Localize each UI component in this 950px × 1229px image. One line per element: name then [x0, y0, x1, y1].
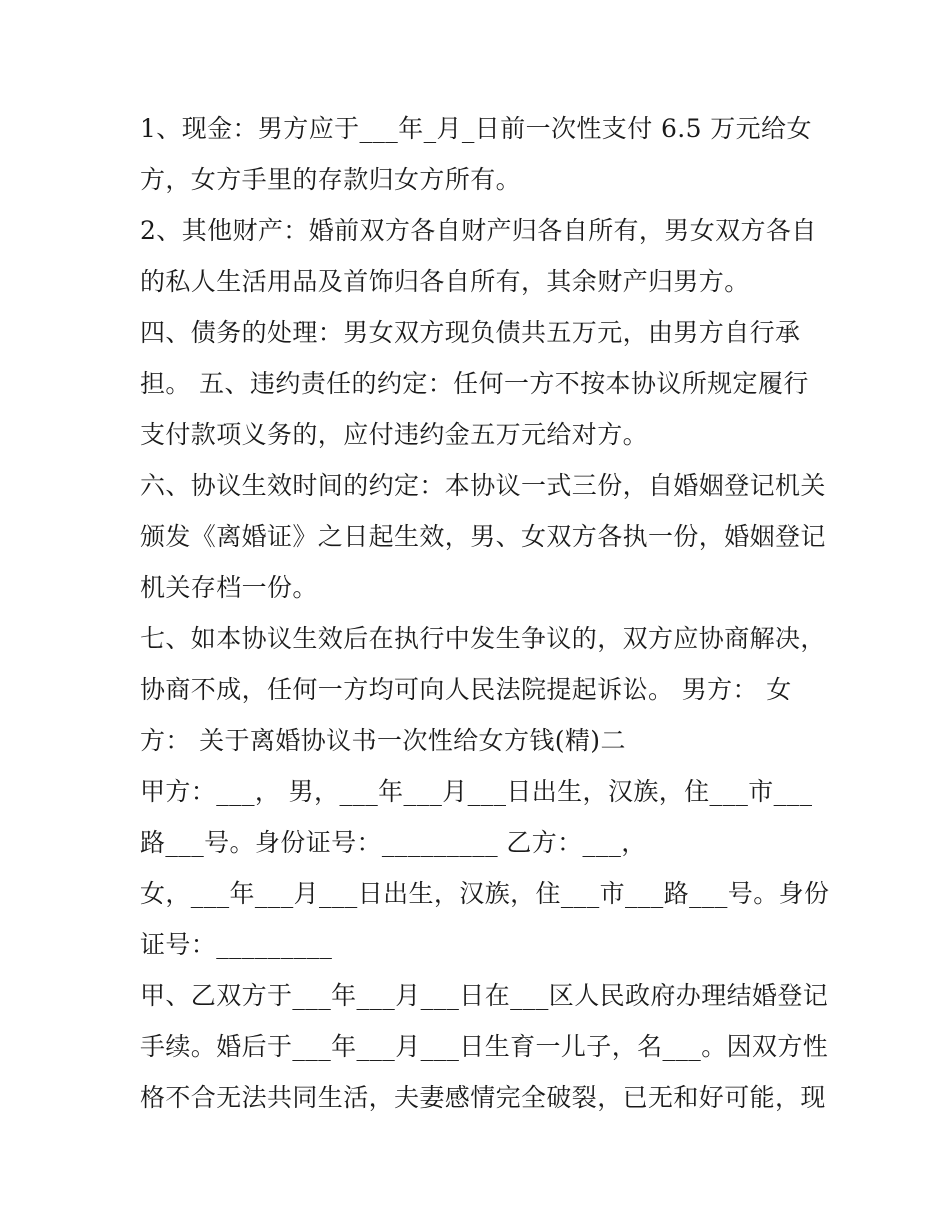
text-line: 格不合无法共同生活，夫妻感情完全破裂，已无和好可能，现	[140, 1083, 826, 1112]
text-line: 支付款项义务的，应付违约金五万元给对方。	[140, 420, 649, 449]
text-line: 路___号。身份证号：_________ 乙方：___，	[140, 828, 647, 857]
text-line: 的私人生活用品及首饰归各自所有，其余财产归男方。	[140, 267, 750, 296]
text-line: 机关存档一份。	[140, 573, 318, 602]
text-line: 证号：_________	[140, 930, 333, 959]
text-line: 甲方：___， 男，___年___月___日出生，汉族，住___市___	[140, 777, 813, 806]
text-line: 手续。婚后于___年___月___日生育一儿子，名___。因双方性	[140, 1032, 829, 1061]
text-line: 2、其他财产：婚前双方各自财产归各自所有，男女双方各自	[140, 216, 817, 245]
text-line: 颁发《离婚证》之日起生效，男、女双方各执一份，婚姻登记	[140, 522, 826, 551]
text-line: 1、现金：男方应于___年_月_日前一次性支付 6.5 万元给女	[140, 114, 812, 143]
text-line: 协商不成，任何一方均可向人民法院提起诉讼。 男方： 女	[140, 675, 792, 704]
text-line: 六、协议生效时间的约定：本协议一式三份，自婚姻登记机关	[140, 471, 826, 500]
text-line: 四、债务的处理：男女双方现负债共五万元，由男方自行承	[140, 318, 801, 347]
text-line: 七、如本协议生效后在执行中发生争议的，双方应协商解决，	[140, 624, 826, 653]
text-line: 方，女方手里的存款归女方所有。	[140, 165, 522, 194]
text-line: 女，___年___月___日出生，汉族，住___市___路___号。身份	[140, 879, 830, 908]
text-line: 担。 五、违约责任的约定：任何一方不按本协议所规定履行	[140, 369, 809, 398]
text-line: 甲、乙双方于___年___月___日在___区人民政府办理结婚登记	[140, 981, 829, 1010]
text-line: 方： 关于离婚协议书一次性给女方钱(精)二	[140, 726, 626, 755]
